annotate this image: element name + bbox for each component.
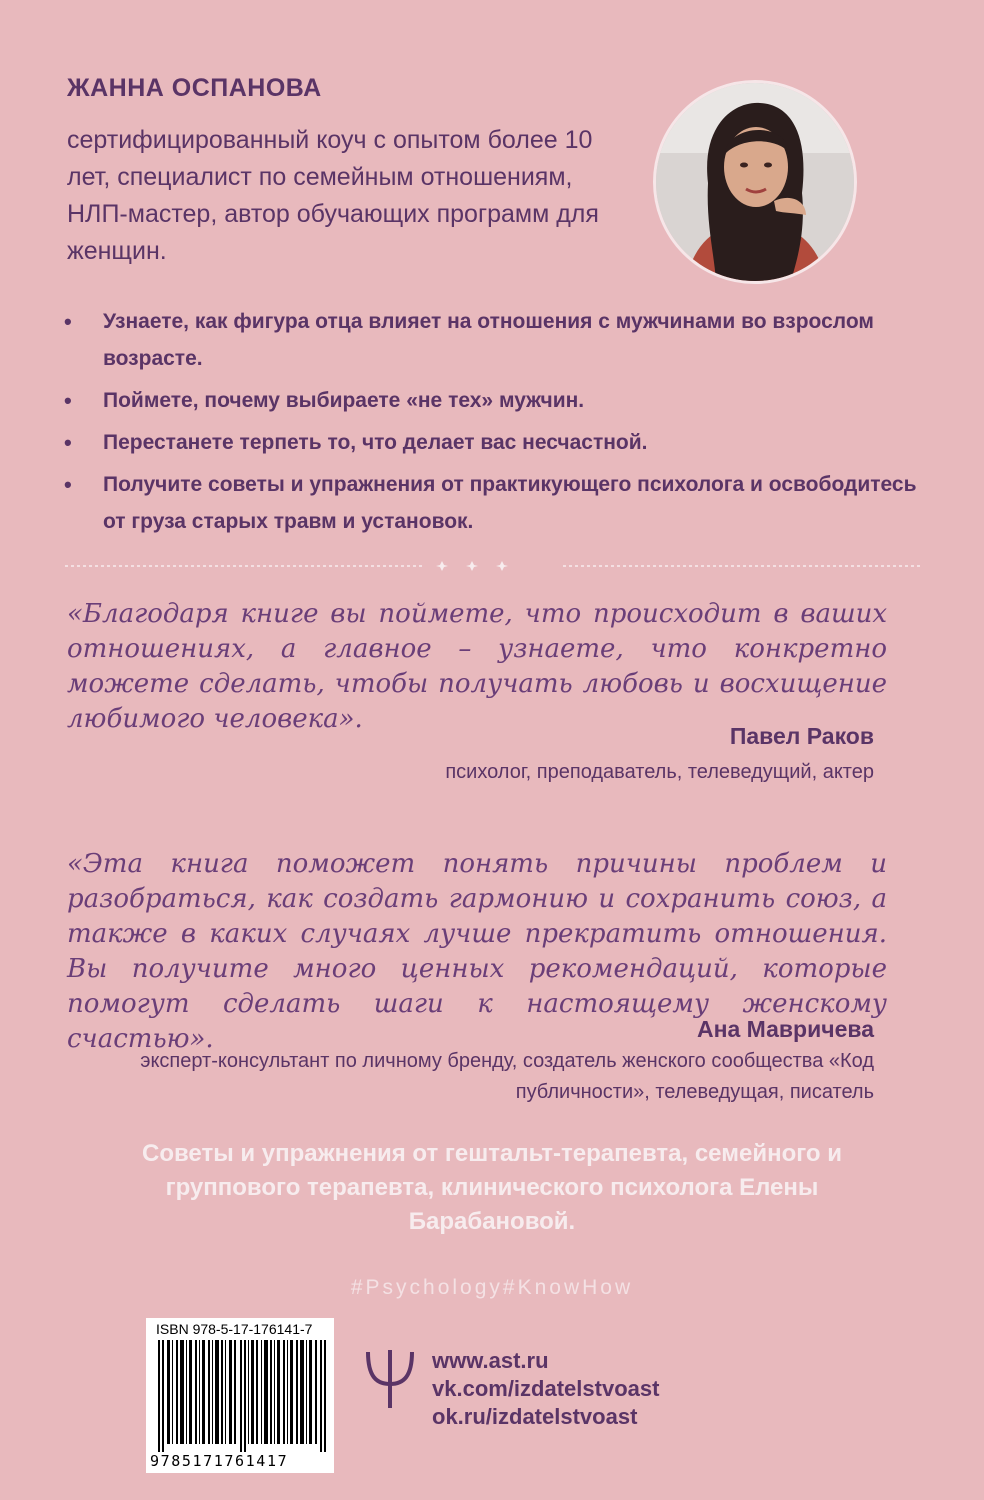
benefit-text: Поймете, почему выбираете «не тех» мужчин.: [103, 389, 585, 412]
stars-divider: [65, 561, 920, 571]
isbn-barcode-block: [146, 1318, 334, 1473]
hashtags: #Psychology#KnowHow: [350, 1276, 634, 1299]
author-portrait-icon: [656, 83, 854, 281]
promo-text: Советы и упражнения от гештальт-терапевта, семейного и группового терапевта, клинического психолога Елены Барабановой.: [142, 1140, 842, 1235]
benefit-text: Узнаете, как фигура отца влияет на отношения с мужчинами во взрослом возрасте.: [103, 310, 874, 370]
list-item: [60, 382, 920, 419]
bullet-icon: •: [64, 430, 72, 455]
testimonial-role: эксперт-консультант по личному бренду, создатель женского сообщества «Код публичности», телеведущая, писатель: [140, 1050, 874, 1103]
bullet-icon: •: [64, 472, 72, 497]
testimonial-author: Павел Раков: [729, 723, 874, 749]
benefit-text: Перестанете терпеть то, что делает вас несчастной.: [103, 431, 648, 454]
benefit-text: Получите советы и упражнения от практикующего психолога и освободитесь от груза старых травм и установок.: [103, 473, 917, 533]
benefits-list: [60, 303, 920, 545]
ok-link[interactable]: ok.ru/izdatelstvoast: [432, 1404, 638, 1429]
list-item: [60, 303, 920, 377]
testimonial-role: психолог, преподаватель, телеведущий, актер: [445, 761, 874, 783]
testimonial-quote: «Эта книга поможет понять причины проблем и разобраться, как создать гармонию и сохранить союз, а также в каких случаях лучше прекратить отношения. Вы получите много ценных рекомендаций, которые помогут сделать шаги к настоящему женскому счастью».: [67, 849, 887, 1054]
bullet-icon: •: [64, 388, 72, 413]
author-bio: сертифицированный коуч с опытом более 10 лет, специалист по семейным отношениям, НЛП-мастер, автор обучающих программ для женщин.: [67, 126, 599, 265]
bullet-icon: •: [64, 309, 72, 334]
vk-link[interactable]: vk.com/izdatelstvoast: [432, 1376, 660, 1401]
isbn-label: ISBN 978-5-17-176141-7: [156, 1321, 313, 1337]
publisher-links: [432, 1347, 659, 1431]
barcode-icon: [158, 1340, 326, 1452]
website-link[interactable]: www.ast.ru: [432, 1348, 549, 1373]
barcode-digits: 9785171761417: [150, 1452, 289, 1470]
author-name: ЖАННА ОСПАНОВА: [67, 74, 322, 102]
list-item: [60, 466, 920, 540]
author-photo: [653, 80, 857, 284]
testimonial-quote: «Благодаря книге вы поймете, что происходит в ваших отношениях, а главное – узнаете, что конкретно можете сделать, чтобы получать любовь и восхищение любимого человека».: [67, 599, 887, 734]
testimonial-author: Ана Мавричева: [696, 1016, 874, 1042]
list-item: [60, 424, 920, 461]
publisher-psi-logo-icon: [362, 1346, 418, 1410]
